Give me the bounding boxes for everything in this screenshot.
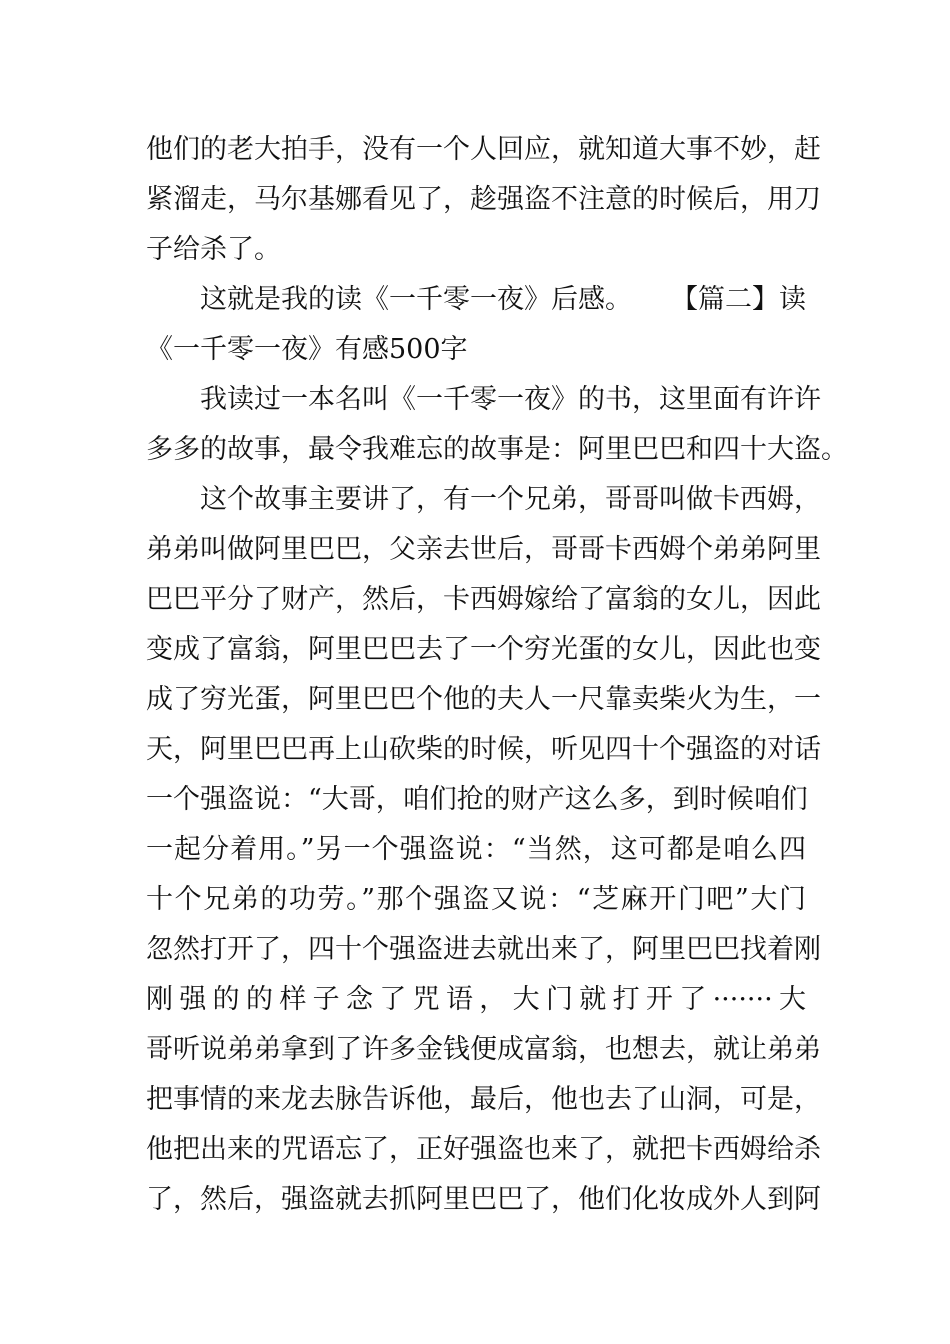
text-line: 哥听说弟弟拿到了许多金钱便成富翁，也想去，就让弟弟 xyxy=(146,1034,821,1065)
text-line: 天，阿里巴巴再上山砍柴的时候，听见四十个强盗的对话 xyxy=(146,734,821,765)
text-line: 他们的老大拍手，没有一个人回应，就知道大事不妙，赶 xyxy=(146,134,821,165)
section-heading: 【篇二】读 xyxy=(671,284,806,315)
text-line: 刚强的的样子念了咒语，大门就打开了·······大 xyxy=(146,984,806,1015)
text-line: 了，然后，强盗就去抓阿里巴巴了，他们化妆成外人到阿 xyxy=(146,1184,821,1215)
text-line: 我读过一本名叫《一千零一夜》的书，这里面有许许 xyxy=(200,384,821,415)
paragraph-end: 这就是我的读《一千零一夜》后感。 xyxy=(200,284,632,315)
section-title: 《一千零一夜》有感500字 xyxy=(146,334,468,365)
text-line: 多多的故事，最令我难忘的故事是：阿里巴巴和四十大盗。 xyxy=(146,434,848,465)
text-line: 变成了富翁，阿里巴巴去了一个穷光蛋的女儿，因此也变 xyxy=(146,634,821,665)
text-line: 把事情的来龙去脉告诉他，最后，他也去了山洞，可是， xyxy=(146,1084,821,1115)
text-line: 忽然打开了，四十个强盗进去就出来了，阿里巴巴找着刚 xyxy=(146,934,821,965)
text-line: 弟弟叫做阿里巴巴，父亲去世后，哥哥卡西姆个弟弟阿里 xyxy=(146,534,821,565)
text-line: 巴巴平分了财产，然后，卡西姆嫁给了富翁的女儿，因此 xyxy=(146,584,821,615)
text-line: 紧溜走，马尔基娜看见了，趁强盗不注意的时候后，用刀 xyxy=(146,184,821,215)
text-line: 他把出来的咒语忘了，正好强盗也来了，就把卡西姆给杀 xyxy=(146,1134,821,1165)
text-line: 成了穷光蛋，阿里巴巴个他的夫人一尺靠卖柴火为生，一 xyxy=(146,684,821,715)
text-line: 子给杀了。 xyxy=(146,234,281,265)
text-line: 一起分着用。”另一个强盗说：“当然，这可都是咱么四 xyxy=(146,834,806,865)
text-line: 这个故事主要讲了，有一个兄弟，哥哥叫做卡西姆， xyxy=(200,484,821,515)
text-line: 一个强盗说：“大哥，咱们抢的财产这么多，到时候咱们 xyxy=(146,784,808,815)
text-line: 十个兄弟的功劳。”那个强盗又说：“芝麻开门吧”大门 xyxy=(146,884,806,915)
text-line xyxy=(200,283,806,317)
